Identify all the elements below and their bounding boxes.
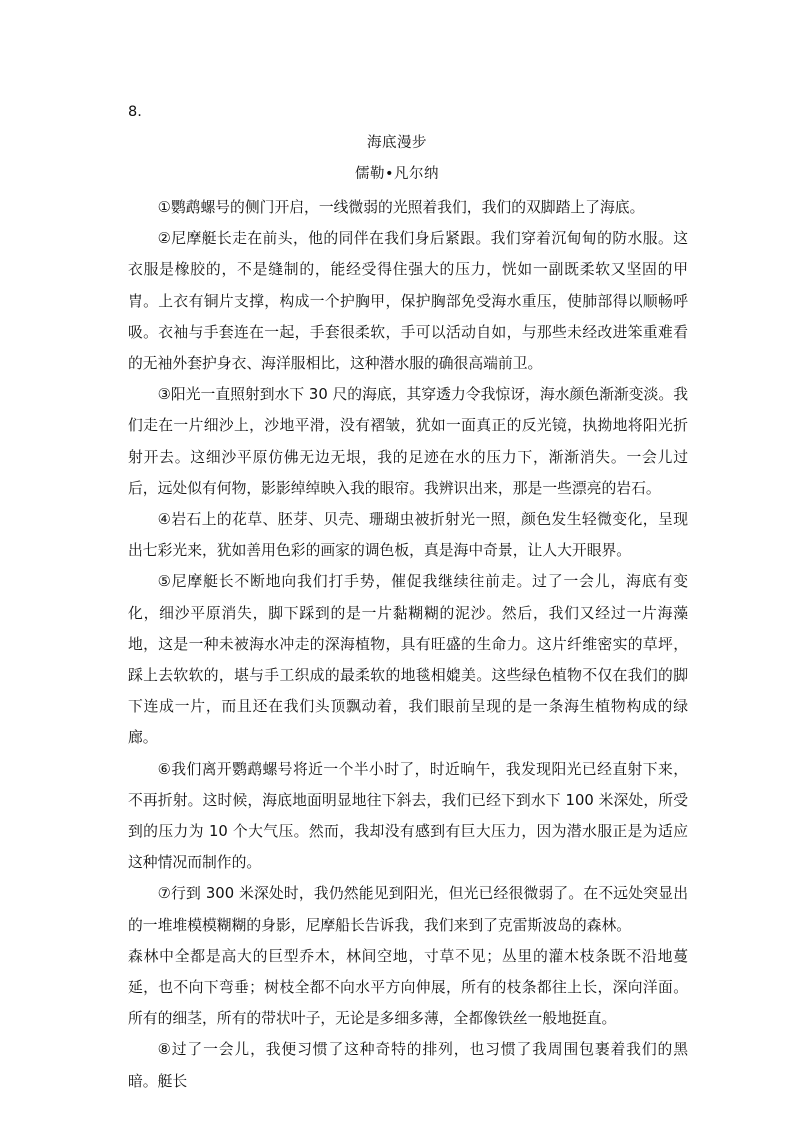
paragraph-3: ③阳光一直照射到水下 30 尺的海底，其穿透力令我惊讶，海水颜色渐渐变淡。我们走在一片细沙上，沙地平滑，没有褶皱，犹如一面真正的反光镜，执拗地将阳光折射开去。这细沙平原仿佛无边无垠，我的足迹在水的压力下，渐渐消失。一会儿过后，远处似有何物，影影绰绰映入我的眼帘。我辨识出来，那是一些漂亮的岩石。 bbox=[128, 386, 688, 497]
article-title: 海底漫步 bbox=[367, 135, 427, 151]
paragraph-6: ⑥我们离开鹦鹉螺号将近一个半小时了，时近晌午，我发现阳光已经直射下来，不再折射。这时候，海底地面明显地往下斜去，我们已经下到水下 100 米深处，所受到的压力为 10 个大气压。然而，我却没有感到有巨大压力，因为潜水服正是为适应这种情况而制作的。 bbox=[128, 760, 688, 872]
paragraph-1: ①鹦鹉螺号的侧门开启，一线微弱的光照着我们，我们的双脚踏上了海底。 bbox=[157, 199, 645, 216]
paragraph-8: ⑧过了一会儿，我便习惯了这种奇特的排列，也习惯了我周围包裹着我们的黑暗。艇长 bbox=[128, 1041, 688, 1090]
paragraph-5: ⑤尼摩艇长不断地向我们打手势，催促我继续往前走。过了一会儿，海底有变化，细沙平原消失，脚下踩到的是一片黏糊糊的泥沙。然后，我们又经过一片海藻地，这是一种未被海水冲走的深海植物，具有旺盛的生命力。这片纤维密实的草坪，踩上去软软的，堪与手工织成的最柔软的地毯相媲美。这些绿色植物不仅在我们的脚下连成一片，而且还在我们头顶飘动着，我们眼前呈现的是一条海生植物构成的绿廊。 bbox=[128, 573, 688, 747]
paragraph-7-continued: 森林中全都是高大的巨型乔木，林间空地，寸草不见；丛里的灌木枝条既不沿地蔓延，也不向下弯垂；树枝全都不向水平方向伸展，所有的枝条都往上长，深向洋面。所有的细茎，所有的带状叶子，无论是多细多薄，全都像铁丝一般地挺直。 bbox=[128, 947, 688, 1028]
paragraph-7: ⑦行到 300 米深处时，我仍然能见到阳光，但光已经很微弱了。在不远处突显出的一堆堆模模糊糊的身影，尼摩船长告诉我，我们来到了克雷斯波岛的森林。 bbox=[128, 885, 688, 934]
paragraph-2: ②尼摩艇长走在前头，他的同伴在我们身后紧跟。我们穿着沉甸甸的防水服。这衣服是橡胶的，不是缝制的，能经受得住强大的压力，恍如一副既柔软又坚固的甲胄。上衣有铜片支撑，构成一个护胸甲，保护胸部免受海水重压，使肺部得以顺畅呼吸。衣袖与手套连在一起，手套很柔软，手可以活动自如，与那些未经改进笨重难看的无袖外套护身衣、海洋服相比，这种潜水服的确很高端前卫。 bbox=[128, 230, 688, 373]
article-body bbox=[128, 192, 688, 1097]
paragraph-4: ④岩石上的花草、胚芽、贝壳、珊瑚虫被折射光一照，颜色发生轻微变化，呈现出七彩光来，犹如善用色彩的画家的调色板，真是海中奇景，让人大开眼界。 bbox=[128, 511, 688, 560]
question-number: 8. bbox=[128, 104, 142, 120]
article-author: 儒勒•凡尔纳 bbox=[354, 166, 440, 182]
